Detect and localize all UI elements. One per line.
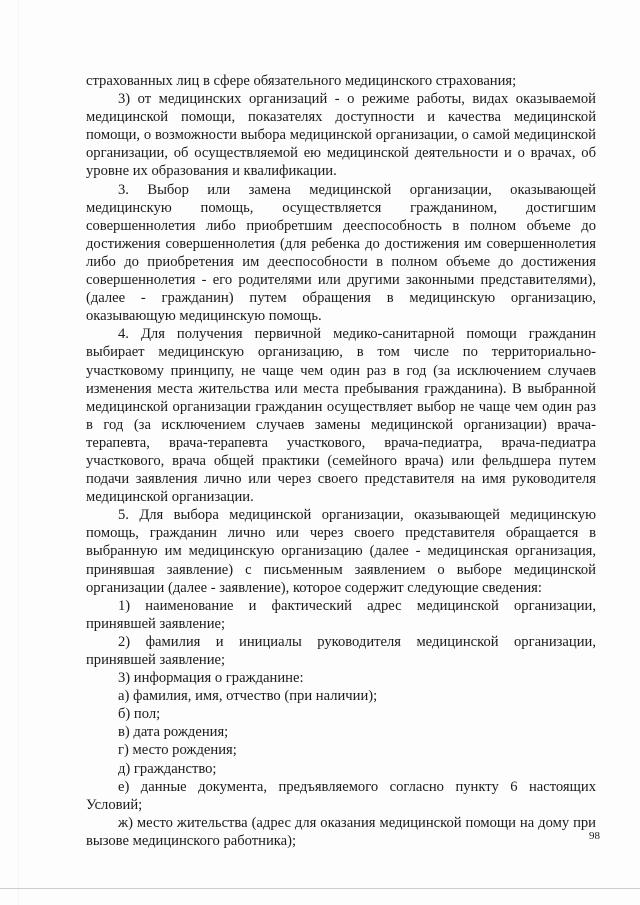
paragraph-9: б) пол;: [118, 706, 161, 723]
document-body: [86, 72, 596, 850]
paragraph-7: 3) информация о гражданине:: [118, 670, 304, 687]
paragraph-2: 3. Выбор или замена медицинской организации, оказывающей медицинскую помощь, осуществляется гражданином, достигшим совершеннолетия либо приобретшим дееспособность в полном объеме до достижения совершеннолетия (для ребенка до достижения им совершеннолетия либо до приобретения им дееспособности в полном объеме до достижения совершеннолетия - его родителями или другими законными представителями), (далее - гражданин) путем обращения в медицинскую организацию, оказывающую медицинскую помощь.: [86, 181, 596, 325]
page-number: 98: [589, 830, 600, 842]
paragraph-14: ж) место жительства (адрес для оказания медицинской помощи на дому при вызове медицинского работника);: [86, 814, 596, 849]
paragraph-4: 5. Для выбора медицинской организации, оказывающей медицинскую помощь, гражданин лично или через своего представителя обращается в выбранную им медицинскую организацию (далее - медицинская организация, принявшая заявление) с письменным заявлением о выборе медицинской организации (далее - заявление), которое содержит следующие сведения:: [86, 507, 596, 596]
scan-margin-shadow: [18, 0, 19, 905]
paragraph-6: 2) фамилия и инициалы руководителя медицинской организации, принявшей заявление;: [86, 633, 596, 668]
scan-bottom-edge: [0, 888, 640, 889]
paragraph-1: 3) от медицинских организаций - о режиме работы, видах оказываемой медицинской помощи, показателях доступности и качества медицинской помощи, о возможности выбора медицинской организации, о самой медицинской организации, об осуществляемой ею медицинской деятельности и о врачах, об уровне их образования и квалификации.: [86, 91, 596, 180]
paragraph-11: г) место рождения;: [118, 742, 237, 759]
paragraph-13: е) данные документа, предъявляемого согласно пункту 6 настоящих Условий;: [86, 778, 596, 813]
paragraph-10: в) дата рождения;: [118, 724, 229, 741]
paragraph-0: страхованных лиц в сфере обязательного медицинского страхования;: [86, 73, 517, 89]
paragraph-8: а) фамилия, имя, отчество (при наличии);: [118, 688, 378, 705]
paragraph-5: 1) наименование и фактический адрес медицинской организации, принявшей заявление;: [86, 597, 596, 632]
paragraph-12: д) гражданство;: [118, 760, 217, 777]
paragraph-3: 4. Для получения первичной медико-санитарной помощи гражданин выбирает медицинскую организацию, в том числе по территориально-участковому принципу, не чаще чем один раз в год (за исключением случаев изменения места жительства или места пребывания гражданина). В выбранной медицинской организации гражданин осуществляет выбор не чаще чем один раз в год (за исключением случаев замены медицинской организации) врача-терапевта, врача-терапевта участкового, врача-педиатра, врача-педиатра участкового, врача общей практики (семейного врача) или фельдшера путем подачи заявления лично или через своего представителя на имя руководителя медицинской организации.: [86, 326, 596, 506]
